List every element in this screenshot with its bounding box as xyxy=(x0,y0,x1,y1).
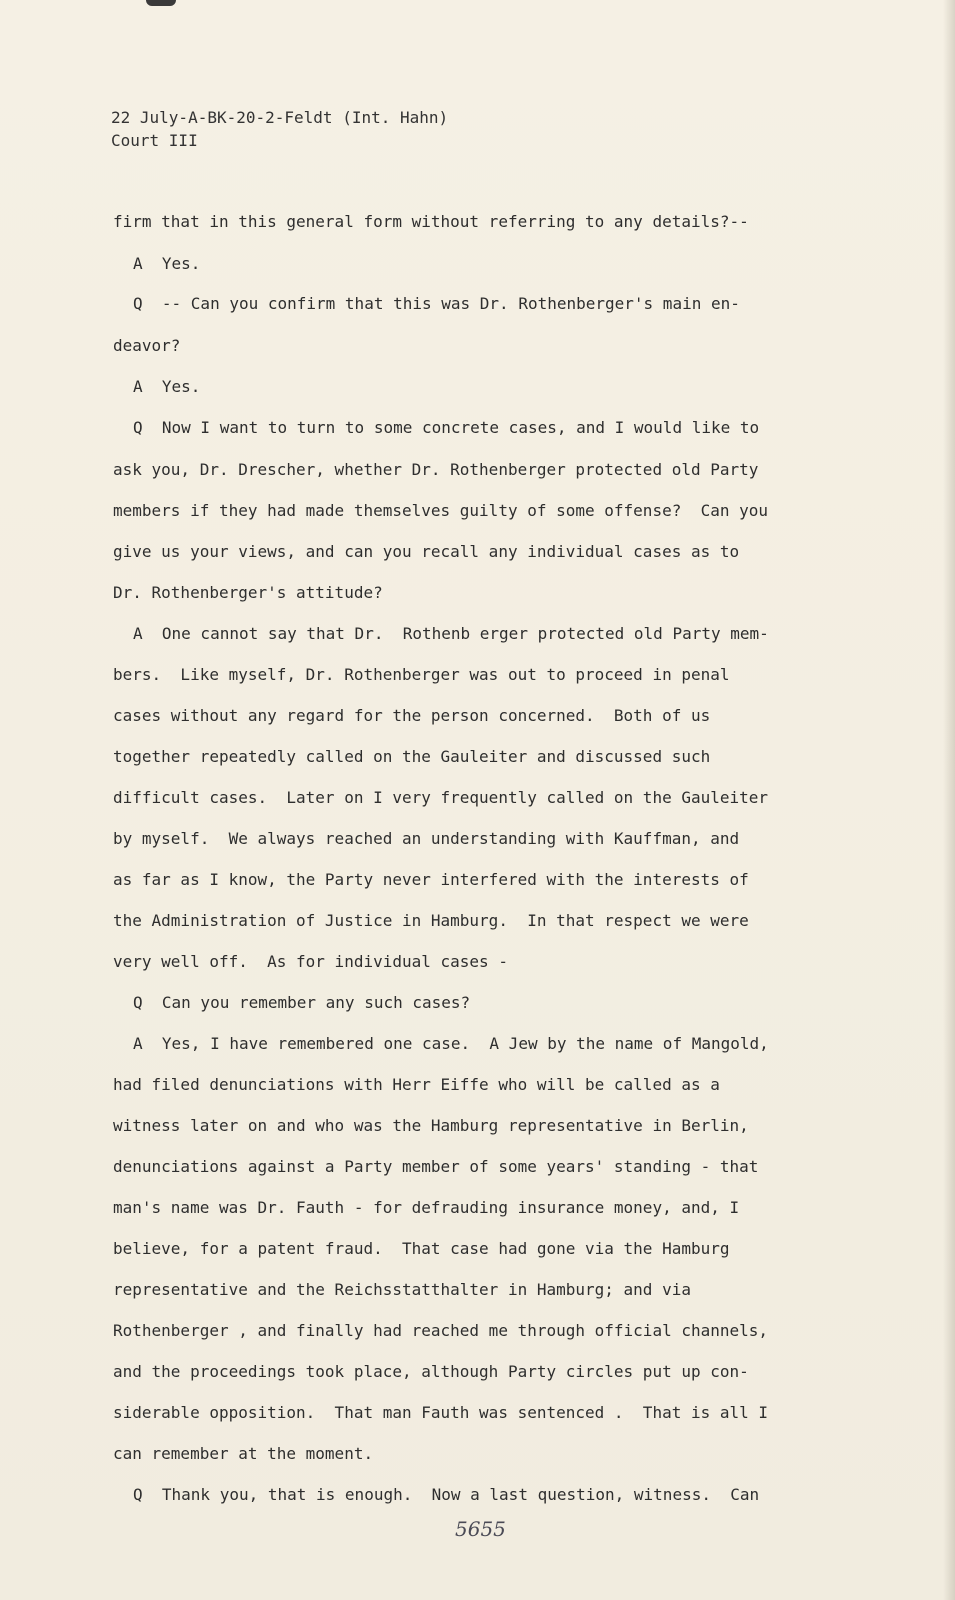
text-line: Dr. Rothenberger's attitude? xyxy=(113,583,383,602)
text-line: as far as I know, the Party never interfered with the interests of xyxy=(113,870,749,889)
text-line: bers. Like myself, Dr. Rothenberger was out to proceed in penal xyxy=(113,665,730,684)
header-reference: 22 July-A-BK-20-2-Feldt (Int. Hahn) xyxy=(111,108,449,127)
handwritten-page-number: 5655 xyxy=(455,1517,506,1541)
text-line: A Yes. xyxy=(133,377,201,396)
text-line: ask you, Dr. Drescher, whether Dr. Rothenberger protected old Party xyxy=(113,460,759,479)
text-line: by myself. We always reached an understanding with Kauffman, and xyxy=(113,829,740,848)
text-line: man's name was Dr. Fauth - for defrauding insurance money, and, I xyxy=(113,1198,740,1217)
header-court: Court III xyxy=(111,131,198,150)
text-line: difficult cases. Later on I very frequently called on the Gauleiter xyxy=(113,788,769,807)
text-line: Rothenberger , and finally had reached me through official channels, xyxy=(113,1321,769,1340)
text-line: firm that in this general form without referring to any details?-- xyxy=(113,212,749,231)
text-line: representative and the Reichsstatthalter in Hamburg; and via xyxy=(113,1280,691,1299)
text-line: had filed denunciations with Herr Eiffe who will be called as a xyxy=(113,1075,720,1094)
document-header xyxy=(111,106,448,152)
text-line: can remember at the moment. xyxy=(113,1444,374,1463)
punch-mark xyxy=(146,0,176,6)
text-line: and the proceedings took place, although Party circles put up con- xyxy=(113,1362,749,1381)
text-line: A One cannot say that Dr. Rothenb erger protected old Party mem- xyxy=(133,624,769,643)
text-line: witness later on and who was the Hamburg representative in Berlin, xyxy=(113,1116,749,1135)
text-line: members if they had made themselves guilty of some offense? Can you xyxy=(113,501,769,520)
text-line: A Yes, I have remembered one case. A Jew by the name of Mangold, xyxy=(133,1034,769,1053)
text-line: give us your views, and can you recall any individual cases as to xyxy=(113,542,740,561)
text-line: Q -- Can you confirm that this was Dr. Rothenberger's main en- xyxy=(133,294,740,313)
text-line: Q Now I want to turn to some concrete cases, and I would like to xyxy=(133,418,760,437)
text-line: A Yes. xyxy=(133,254,201,273)
text-line: siderable opposition. That man Fauth was sentenced . That is all I xyxy=(113,1403,769,1422)
text-line: denunciations against a Party member of some years' standing - that xyxy=(113,1157,759,1176)
text-line: very well off. As for individual cases - xyxy=(113,952,508,971)
text-line: Q Can you remember any such cases? xyxy=(133,993,471,1012)
text-line: together repeatedly called on the Gauleiter and discussed such xyxy=(113,747,711,766)
text-line: believe, for a patent fraud. That case had gone via the Hamburg xyxy=(113,1239,730,1258)
text-line: cases without any regard for the person concerned. Both of us xyxy=(113,706,711,725)
page-edge-shadow xyxy=(943,0,955,1600)
text-line: deavor? xyxy=(113,336,181,355)
text-line: the Administration of Justice in Hamburg. In that respect we were xyxy=(113,911,749,930)
text-line: Q Thank you, that is enough. Now a last question, witness. Can xyxy=(133,1485,760,1504)
